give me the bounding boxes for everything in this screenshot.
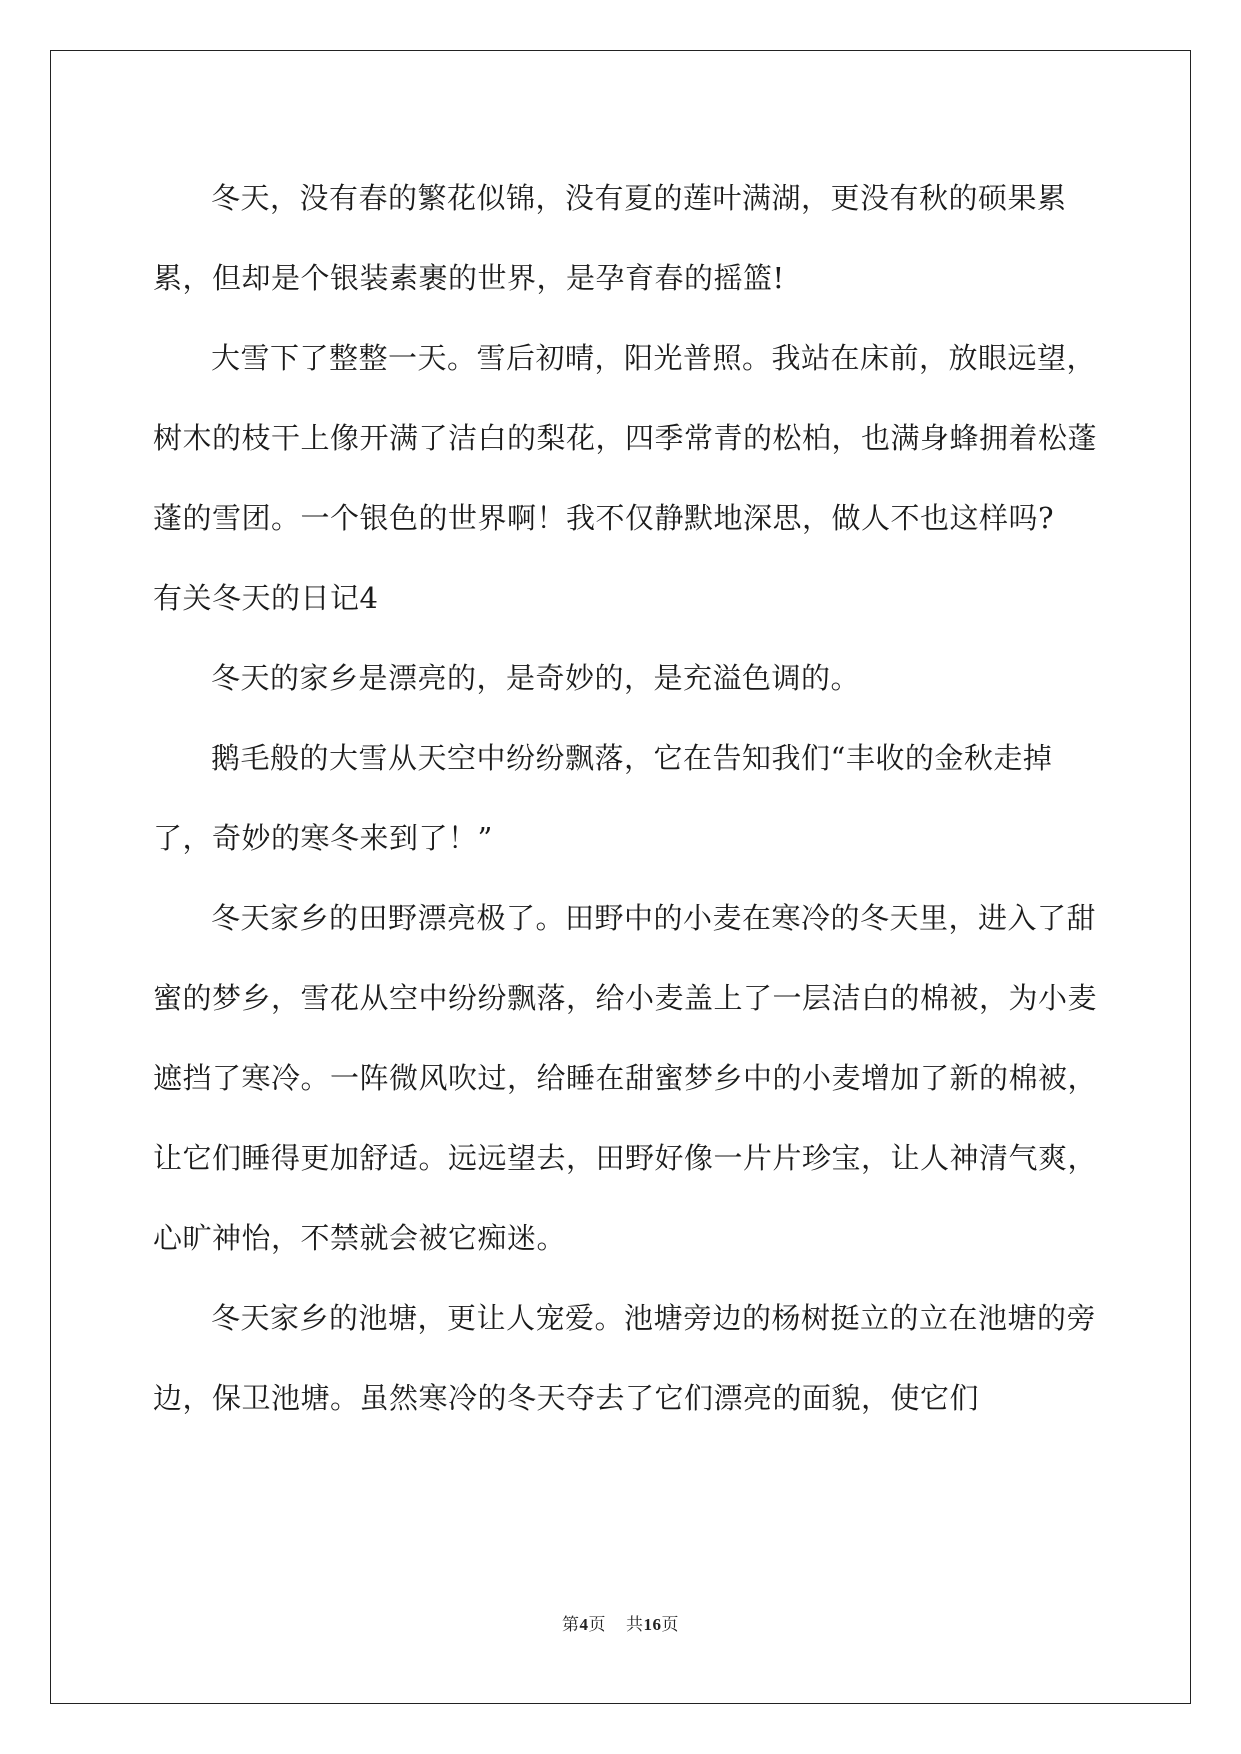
document-body <box>153 158 1103 1438</box>
paragraph-3: 冬天的家乡是漂亮的，是奇妙的，是充溢色调的。 <box>211 661 861 695</box>
paragraph-6: 冬天家乡的池塘，更让人宠爱。池塘旁边的杨树挺立的立在池塘的旁边，保卫池塘。虽然寒冷的冬天夺去了它们漂亮的面貌，使它们 <box>153 1301 1097 1415</box>
paragraph-4: 鹅毛般的大雪从天空中纷纷飘落，它在告知我们“丰收的金秋走掉了，奇妙的寒冬来到了！” <box>153 741 1053 855</box>
footer-page-unit: 页 <box>588 1615 606 1635</box>
paragraph-2: 大雪下了整整一天。雪后初晴，阳光普照。我站在床前，放眼远望，树木的枝干上像开满了洁白的梨花，四季常青的松柏，也满身蜂拥着松蓬蓬的雪团。一个银色的世界啊！我不仅静默地深思，做人不也这样吗? <box>153 341 1098 535</box>
footer-total-pages: 16 <box>643 1615 662 1634</box>
paragraph-1: 冬天，没有春的繁花似锦，没有夏的莲叶满湖，更没有秋的硕果累累，但却是个银装素裹的世界，是孕育春的摇篮! <box>153 181 1067 295</box>
footer-prefix: 第 <box>562 1615 580 1635</box>
paragraph-5: 冬天家乡的田野漂亮极了。田野中的小麦在寒冷的冬天里，进入了甜蜜的梦乡，雪花从空中纷纷飘落，给小麦盖上了一层洁白的棉被，为小麦遮挡了寒冷。一阵微风吹过，给睡在甜蜜梦乡中的小麦增加了新的棉被，让它们睡得更加舒适。远远望去，田野好像一片片珍宝，让人神清气爽，心旷神怡，不禁就会被它痴迷。 <box>153 901 1098 1255</box>
page-footer <box>0 1610 1241 1635</box>
footer-total-prefix: 共 <box>626 1615 644 1635</box>
footer-total-unit: 页 <box>661 1615 679 1635</box>
footer-page-number: 4 <box>579 1615 589 1634</box>
section-heading: 有关冬天的日记4 <box>153 581 379 615</box>
